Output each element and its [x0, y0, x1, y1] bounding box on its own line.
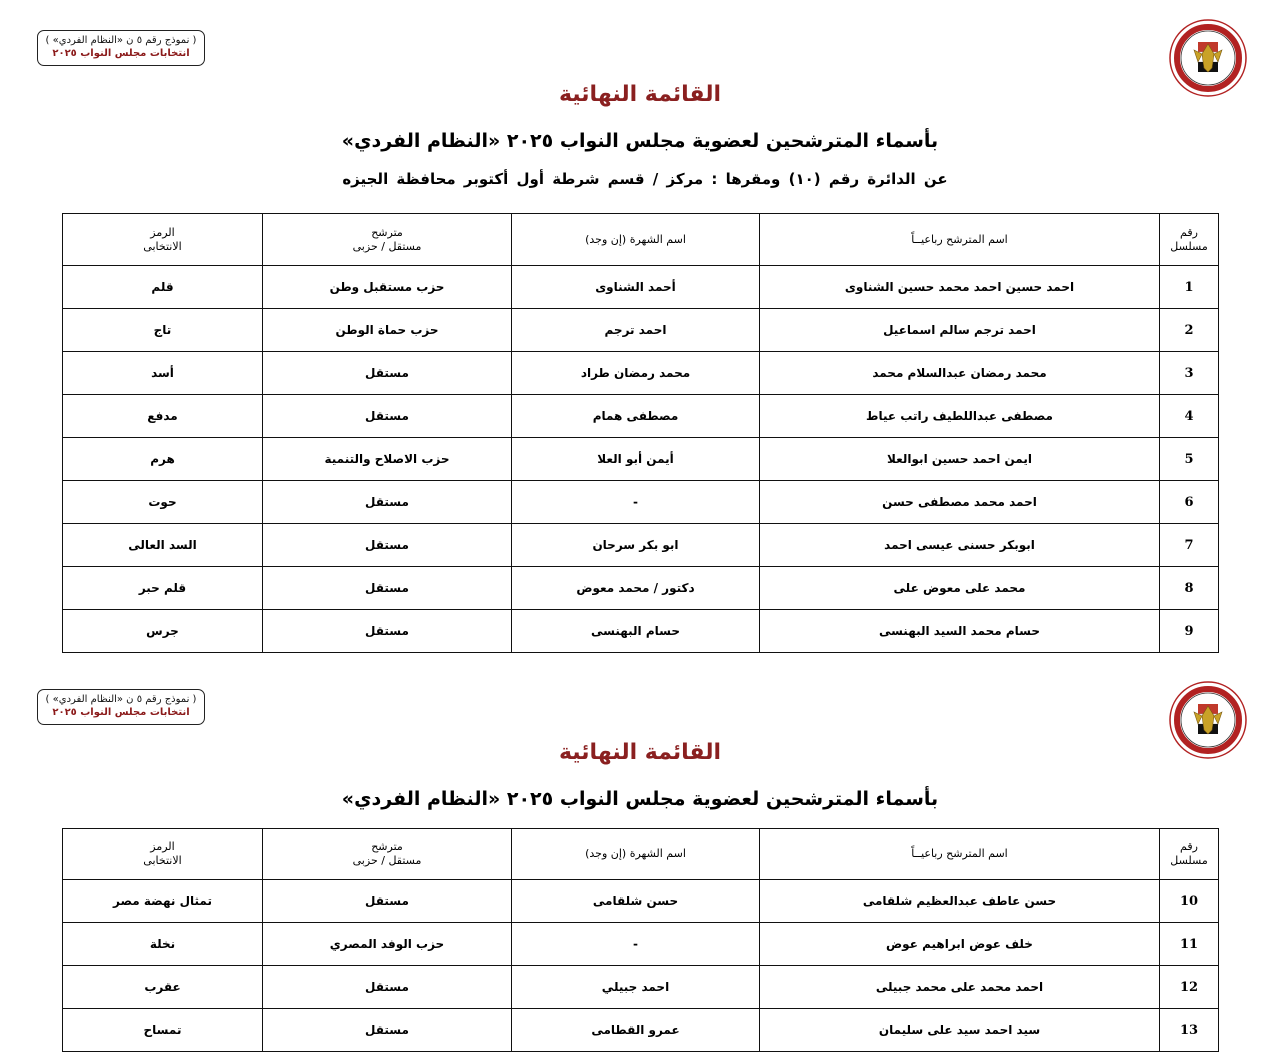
- cell-symbol: أسد: [63, 352, 263, 395]
- cell-symbol: تاج: [63, 309, 263, 352]
- form-label: ( نموذج رقم ٥ ن «النظام الفردي» ): [45, 35, 197, 46]
- table-row: [63, 438, 1219, 481]
- cell-serial: 8: [1160, 567, 1219, 610]
- cell-serial: 6: [1160, 481, 1219, 524]
- cell-name: احمد محمد مصطفى حسن: [760, 481, 1160, 524]
- cell-name: خلف عوض ابراهيم عوض: [760, 923, 1160, 966]
- form-label: ( نموذج رقم ٥ ن «النظام الفردي» ): [45, 694, 197, 705]
- cell-name: محمد على معوض على: [760, 567, 1160, 610]
- cell-type: مستقل: [263, 567, 512, 610]
- table-row: [63, 352, 1219, 395]
- district-info: عن الدائرة رقم (١٠) ومقرها : مركز / قسم شرطة أول أكتوبر محافظة الجيزه: [342, 170, 948, 188]
- cell-name: حسام محمد السيد البهنسى: [760, 610, 1160, 653]
- cell-symbol: تمثال نهضة مصر: [63, 880, 263, 923]
- candidates-table: [62, 828, 1219, 1052]
- cell-type: مستقل: [263, 352, 512, 395]
- table-row: [63, 966, 1219, 1009]
- cell-fame: -: [512, 923, 760, 966]
- table-row: [63, 923, 1219, 966]
- table-row: [63, 567, 1219, 610]
- col-serial: رقم مسلسل: [1160, 214, 1219, 266]
- cell-type: مستقل: [263, 880, 512, 923]
- table-row: [63, 266, 1219, 309]
- col-fame: اسم الشهرة (إن وجد): [512, 829, 760, 880]
- cell-symbol: حوت: [63, 481, 263, 524]
- cell-type: مستقل: [263, 966, 512, 1009]
- cell-type: مستقل: [263, 395, 512, 438]
- cell-name: محمد رمضان عبدالسلام محمد: [760, 352, 1160, 395]
- cell-serial: 1: [1160, 266, 1219, 309]
- cell-fame: عمرو القطامى: [512, 1009, 760, 1052]
- page-title: القائمة النهائية: [558, 740, 722, 765]
- election-label: انتخابات مجلس النواب ٢٠٢٥: [52, 707, 190, 718]
- cell-type: مستقل: [263, 1009, 512, 1052]
- cell-symbol: نخلة: [63, 923, 263, 966]
- cell-name: احمد ترجم سالم اسماعيل: [760, 309, 1160, 352]
- table-header-row: [63, 829, 1219, 880]
- table-row: [63, 880, 1219, 923]
- cell-symbol: السد العالى: [63, 524, 263, 567]
- table-row: [63, 481, 1219, 524]
- col-name: اسم المترشح رباعيــاً: [760, 829, 1160, 880]
- col-symbol: الرمز الانتخابى: [63, 214, 263, 266]
- cell-fame: -: [512, 481, 760, 524]
- table-row: [63, 395, 1219, 438]
- page-subtitle: بأسماء المترشحين لعضوية مجلس النواب ٢٠٢٥ «النظام الفردي»: [341, 130, 939, 152]
- table-row: [63, 1009, 1219, 1052]
- cell-symbol: هرم: [63, 438, 263, 481]
- cell-symbol: قلم حبر: [63, 567, 263, 610]
- cell-name: احمد حسين احمد محمد حسين الشناوى: [760, 266, 1160, 309]
- cell-serial: 11: [1160, 923, 1219, 966]
- cell-fame: حسام البهنسى: [512, 610, 760, 653]
- cell-fame: دكتور / محمد معوض: [512, 567, 760, 610]
- cell-name: سيد احمد سيد على سليمان: [760, 1009, 1160, 1052]
- cell-serial: 13: [1160, 1009, 1219, 1052]
- cell-symbol: تمساح: [63, 1009, 263, 1052]
- cell-symbol: مدفع: [63, 395, 263, 438]
- table-row: [63, 524, 1219, 567]
- col-name: اسم المترشح رباعيــاً: [760, 214, 1160, 266]
- cell-name: ايمن احمد حسين ابوالعلا: [760, 438, 1160, 481]
- cell-type: مستقل: [263, 524, 512, 567]
- page-subtitle: بأسماء المترشحين لعضوية مجلس النواب ٢٠٢٥ «النظام الفردي»: [341, 788, 939, 810]
- cell-fame: محمد رمضان طراد: [512, 352, 760, 395]
- cell-serial: 5: [1160, 438, 1219, 481]
- col-serial: رقم مسلسل: [1160, 829, 1219, 880]
- cell-type: مستقل: [263, 610, 512, 653]
- cell-serial: 2: [1160, 309, 1219, 352]
- table-header-row: [63, 214, 1219, 266]
- cell-fame: أحمد الشناوى: [512, 266, 760, 309]
- cell-fame: حسن شلقامى: [512, 880, 760, 923]
- candidates-table: [62, 213, 1219, 653]
- cell-type: حزب حماة الوطن: [263, 309, 512, 352]
- cell-fame: أيمن أبو العلا: [512, 438, 760, 481]
- table-row: [63, 610, 1219, 653]
- cell-serial: 12: [1160, 966, 1219, 1009]
- form-number-box: [37, 30, 205, 66]
- page-2: [0, 674, 1280, 1058]
- cell-type: حزب الاصلاح والتنمية: [263, 438, 512, 481]
- table-row: [63, 309, 1219, 352]
- cell-fame: احمد ترجم: [512, 309, 760, 352]
- cell-serial: 7: [1160, 524, 1219, 567]
- cell-name: ابوبكر حسنى عيسى احمد: [760, 524, 1160, 567]
- cell-symbol: عقرب: [63, 966, 263, 1009]
- cell-name: احمد محمد على محمد جبيلى: [760, 966, 1160, 1009]
- cell-fame: احمد جبيلي: [512, 966, 760, 1009]
- cell-name: مصطفى عبداللطيف راتب عياط: [760, 395, 1160, 438]
- cell-serial: 3: [1160, 352, 1219, 395]
- col-type: مترشح مستقل / حزبى: [263, 214, 512, 266]
- cell-type: مستقل: [263, 481, 512, 524]
- form-number-box: [37, 689, 205, 725]
- cell-symbol: جرس: [63, 610, 263, 653]
- col-type: مترشح مستقل / حزبى: [263, 829, 512, 880]
- col-fame: اسم الشهرة (إن وجد): [512, 214, 760, 266]
- election-label: انتخابات مجلس النواب ٢٠٢٥: [52, 48, 190, 59]
- cell-fame: مصطفى همام: [512, 395, 760, 438]
- cell-serial: 9: [1160, 610, 1219, 653]
- col-symbol: الرمز الانتخابى: [63, 829, 263, 880]
- cell-type: حزب الوفد المصري: [263, 923, 512, 966]
- cell-type: حزب مستقبل وطن: [263, 266, 512, 309]
- cell-symbol: قلم: [63, 266, 263, 309]
- cell-fame: ابو بكر سرحان: [512, 524, 760, 567]
- cell-name: حسن عاطف عبدالعظيم شلقامى: [760, 880, 1160, 923]
- page-title: القائمة النهائية: [558, 82, 722, 107]
- cell-serial: 4: [1160, 395, 1219, 438]
- cell-serial: 10: [1160, 880, 1219, 923]
